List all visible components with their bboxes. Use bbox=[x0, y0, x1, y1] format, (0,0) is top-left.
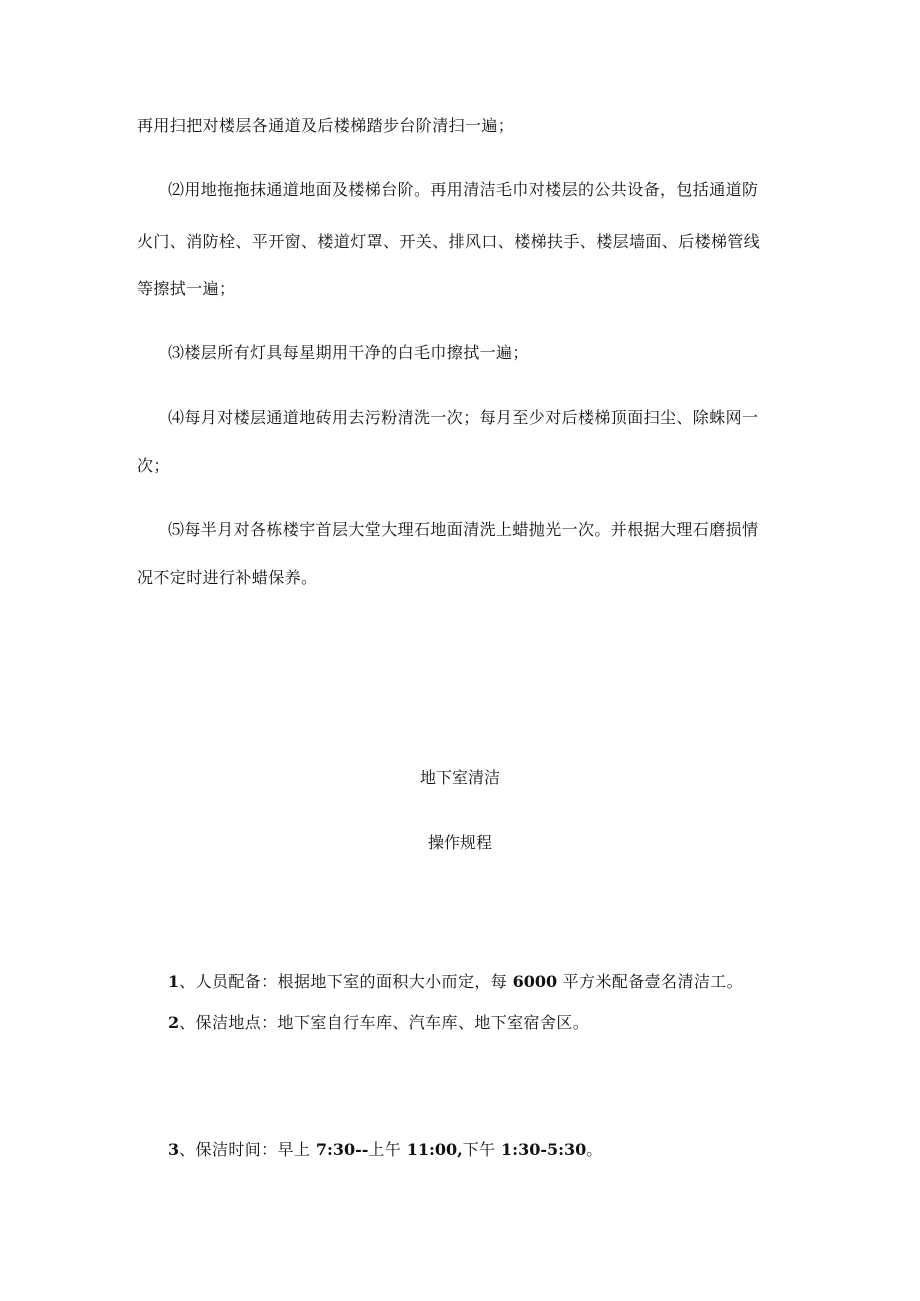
list-item-1-text: 、人员配备：根据地下室的面积大小而定，每 bbox=[179, 972, 513, 991]
list-item-1-text-end: 平方米配备壹名清洁工。 bbox=[557, 972, 744, 991]
list-item-2 bbox=[168, 1013, 589, 1033]
list-item-3 bbox=[168, 1140, 603, 1160]
list-item-3-time-2: 11:00, bbox=[406, 1140, 463, 1159]
list-item-2-text: 、保洁地点：地下室自行车库、汽车库、地下室宿舍区。 bbox=[179, 1013, 590, 1032]
list-item-1 bbox=[168, 972, 743, 992]
paragraph-3-line-1: ⑶楼层所有灯具每星期用干净的白毛巾擦拭一遍； bbox=[168, 343, 529, 362]
list-item-1-number: 1 bbox=[168, 972, 180, 991]
paragraph-5-line-2: 况不定时进行补蜡保养。 bbox=[137, 568, 318, 587]
list-item-3-number: 3 bbox=[168, 1140, 180, 1159]
list-item-3-text-b: 上午 bbox=[368, 1140, 407, 1159]
list-item-1-area-value: 6000 bbox=[512, 972, 558, 991]
list-item-3-text-a: 、保洁时间：早上 bbox=[179, 1140, 316, 1159]
list-item-3-time-3: 1:30-5:30 bbox=[501, 1140, 587, 1159]
paragraph-2-line-3: 等擦拭一遍； bbox=[137, 279, 236, 298]
list-item-2-number: 2 bbox=[168, 1013, 180, 1032]
section-title: 地下室清洁 bbox=[419, 768, 500, 787]
paragraph-4-line-2: 次； bbox=[137, 456, 170, 475]
paragraph-2-line-1: ⑵用地拖拖抹通道地面及楼梯台阶。再用清洁毛巾对楼层的公共设备，包括通道防 bbox=[168, 180, 759, 199]
section-subtitle: 操作规程 bbox=[427, 833, 492, 852]
paragraph-4-line-1: ⑷每月对楼层通道地砖用去污粉清洗一次；每月至少对后楼梯顶面扫尘、除蛛网一 bbox=[168, 408, 759, 427]
list-item-3-text-c: 下午 bbox=[462, 1140, 502, 1159]
paragraph-1-line-1: 再用扫把对楼层各通道及后楼梯踏步台阶清扫一遍； bbox=[137, 116, 515, 135]
list-item-3-text-d: 。 bbox=[586, 1140, 603, 1159]
paragraph-5-line-1: ⑸每半月对各栋楼宇首层大堂大理石地面清洗上蜡抛光一次。并根据大理石磨损情 bbox=[168, 520, 759, 539]
paragraph-2-line-2: 火门、消防栓、平开窗、楼道灯罩、开关、排风口、楼梯扶手、楼层墙面、后楼梯管线 bbox=[137, 232, 761, 251]
list-item-3-time-1: 7:30-- bbox=[315, 1140, 369, 1159]
